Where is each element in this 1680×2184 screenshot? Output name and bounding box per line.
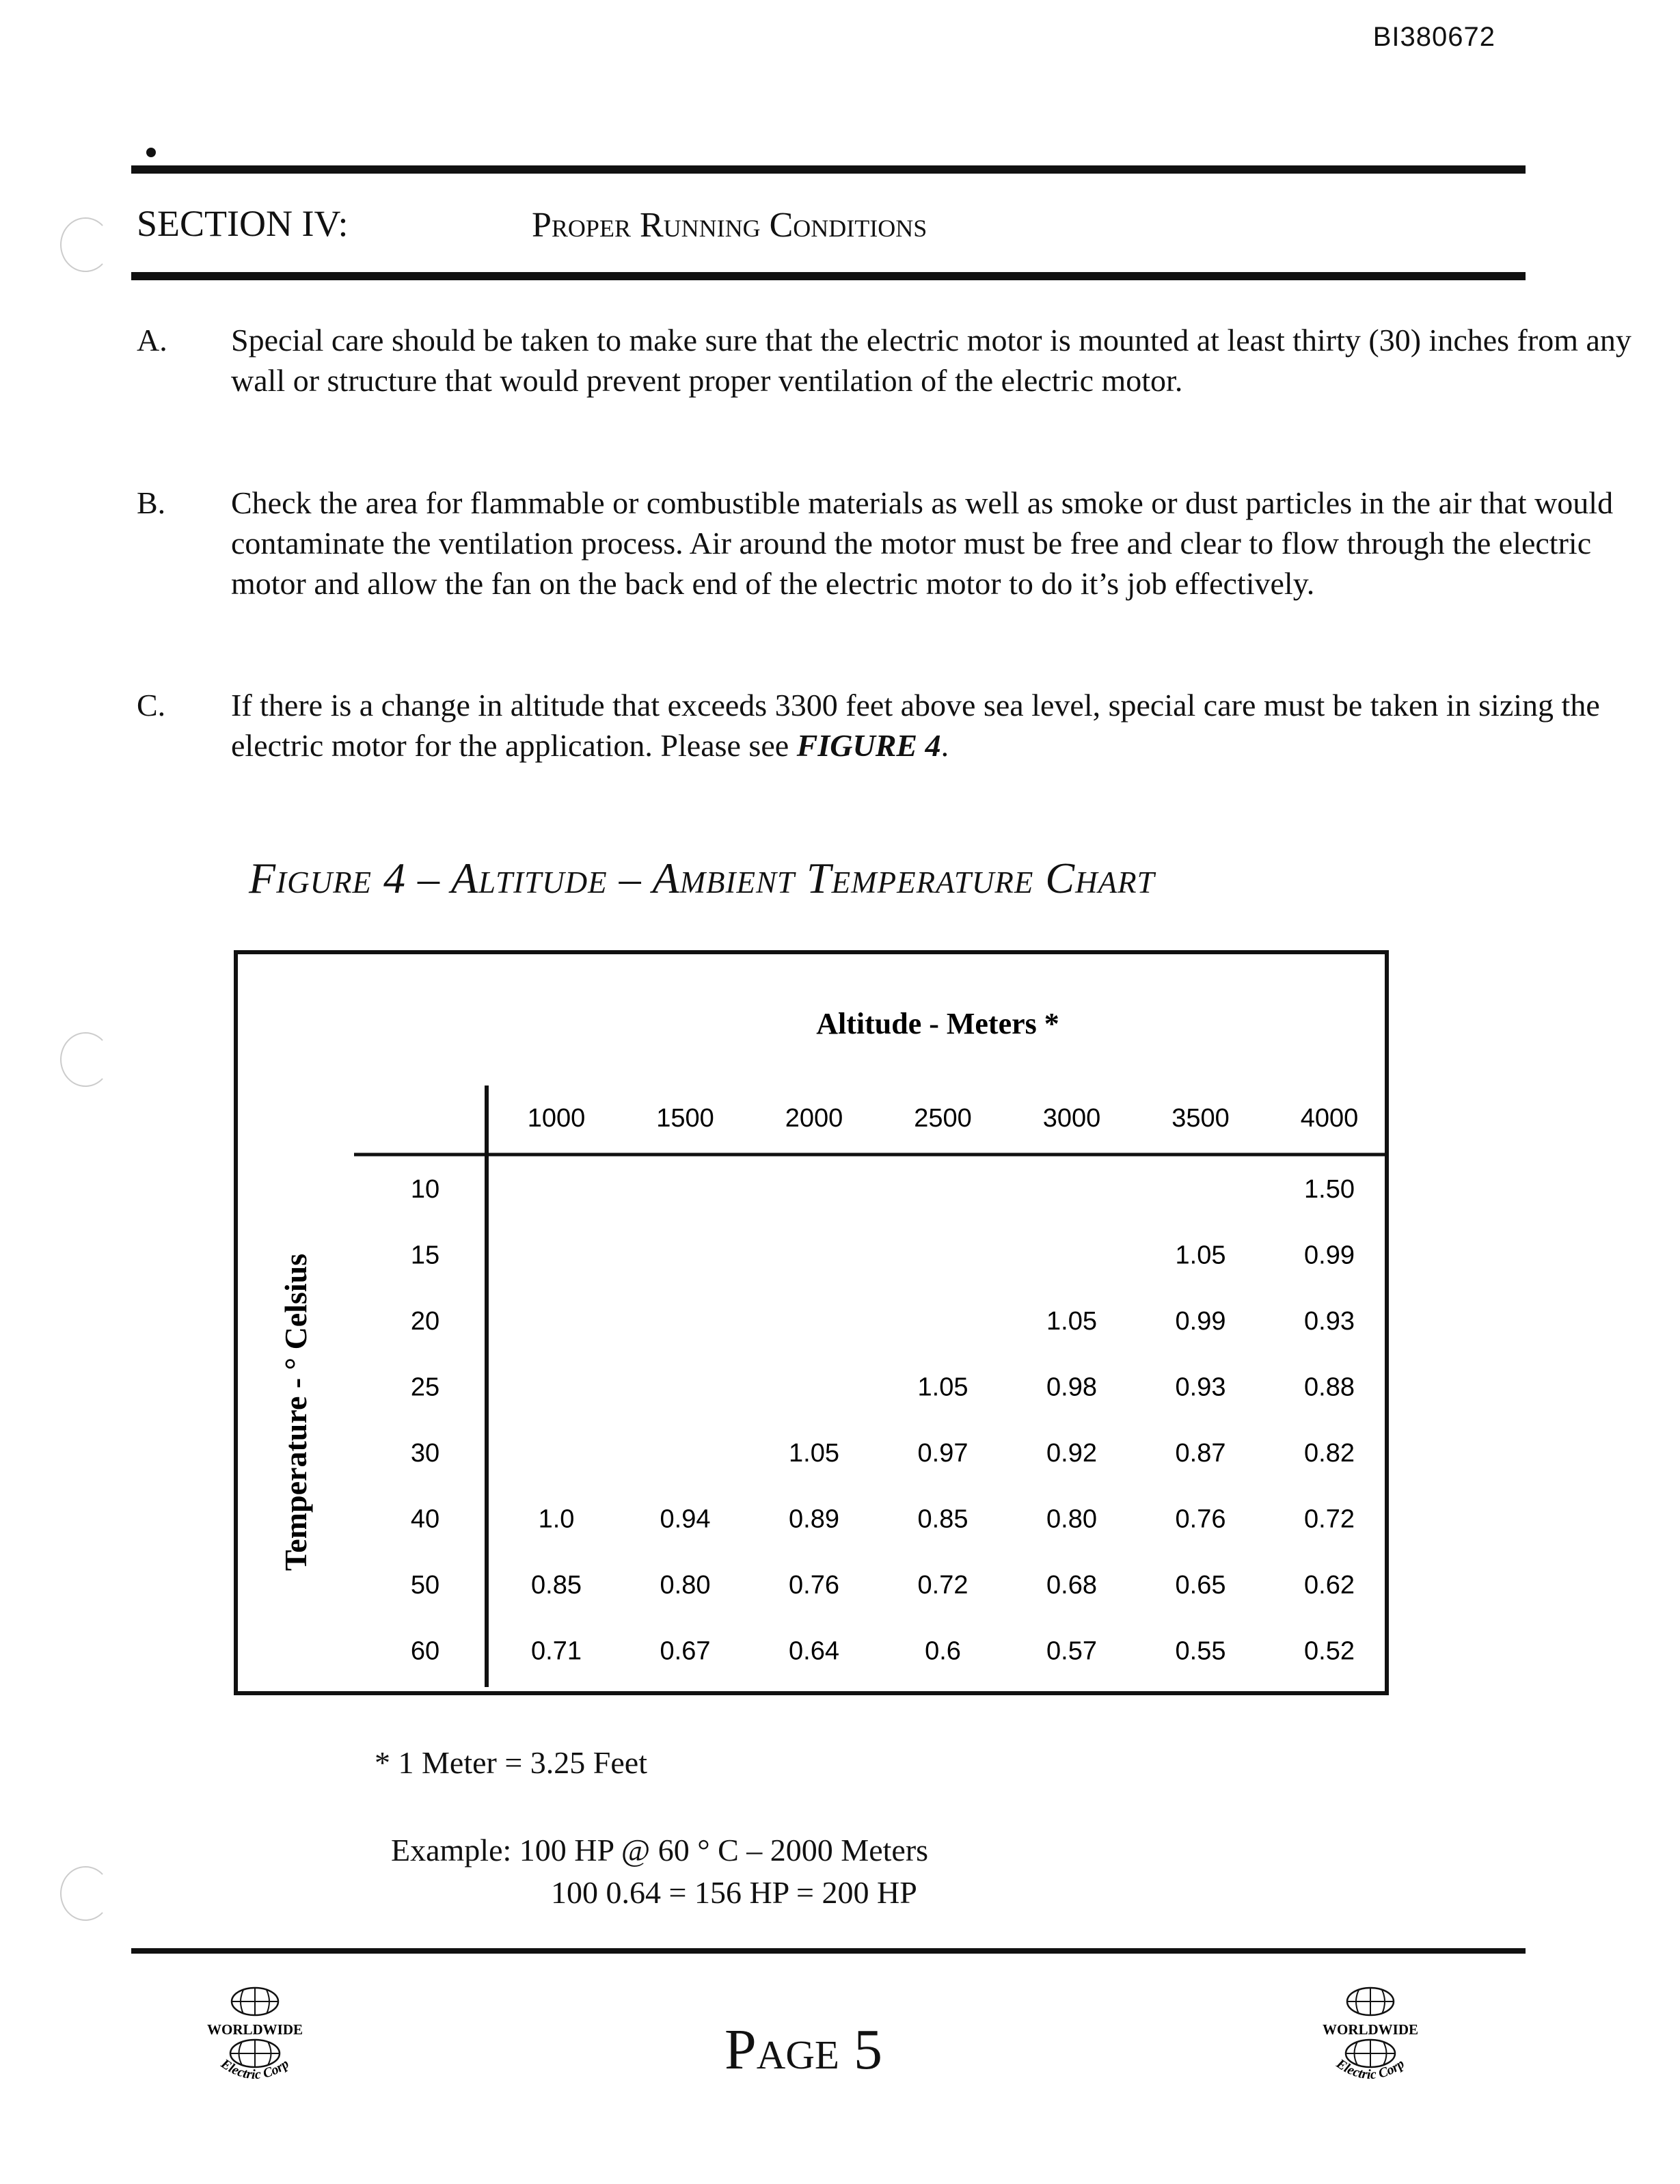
column-header: 4000 bbox=[1300, 1104, 1359, 1133]
column-header: 3000 bbox=[1042, 1104, 1101, 1133]
table-cell: 0.52 bbox=[1304, 1636, 1355, 1666]
column-group-title: Altitude - Meters * bbox=[816, 1007, 1059, 1040]
header-rule-bottom bbox=[131, 272, 1526, 280]
logo-text-top: WORLDWIDE bbox=[206, 2021, 303, 2038]
row-header: 40 bbox=[410, 1505, 440, 1534]
paragraph-text: Check the area for flammable or combustible materials as well as smoke or dust particles in the air that would contaminate the ventilation process. Air around the motor must be free and clear to flow through the electric motor and allow the fan on the back end of the electric motor to do it’s job effectively. bbox=[231, 485, 1614, 601]
row-header: 50 bbox=[410, 1571, 440, 1600]
column-header: 3500 bbox=[1171, 1104, 1230, 1133]
table-cell: 0.68 bbox=[1046, 1571, 1097, 1600]
bullet-mark bbox=[146, 148, 156, 157]
table-cell: 0.72 bbox=[1304, 1505, 1355, 1534]
section-title: Proper Running Conditions bbox=[532, 206, 927, 245]
example-line-2: 100 0.64 = 156 HP = 200 HP bbox=[551, 1875, 917, 1910]
table-cell: 1.05 bbox=[917, 1373, 968, 1402]
row-header: 30 bbox=[410, 1439, 440, 1468]
table-cell: 0.99 bbox=[1304, 1241, 1355, 1270]
table-cell: 0.85 bbox=[917, 1505, 968, 1534]
table-cell: 0.80 bbox=[1046, 1505, 1097, 1534]
company-logo-right bbox=[1312, 1982, 1428, 2099]
paragraph-letter: A. bbox=[137, 323, 167, 358]
table-cell: 0.72 bbox=[917, 1571, 968, 1600]
paragraph-text bbox=[231, 685, 1653, 766]
globe-logo-icon bbox=[197, 1982, 313, 2099]
row-header: 60 bbox=[410, 1636, 440, 1666]
paragraph-text-after: . bbox=[940, 728, 949, 763]
table-cell: 0.88 bbox=[1304, 1373, 1355, 1402]
column-header: 2500 bbox=[914, 1104, 972, 1133]
row-header: 15 bbox=[410, 1241, 440, 1270]
section-label: SECTION IV: bbox=[137, 203, 349, 244]
table-cell: 0.98 bbox=[1046, 1373, 1097, 1402]
document-id: BI380672 bbox=[1372, 22, 1495, 52]
table-cell: 0.80 bbox=[660, 1571, 711, 1600]
row-header: 10 bbox=[410, 1175, 440, 1204]
table-cell: 1.50 bbox=[1304, 1175, 1355, 1204]
punch-hole bbox=[60, 1032, 111, 1087]
footnote: * 1 Meter = 3.25 Feet bbox=[375, 1745, 647, 1780]
table-cell: 0.57 bbox=[1046, 1636, 1097, 1666]
logo-text-bottom: Electric Corp bbox=[1333, 2056, 1407, 2083]
altitude-temperature-table bbox=[234, 950, 1389, 1695]
company-logo-left bbox=[197, 1982, 313, 2099]
page-number: Page 5 bbox=[724, 2018, 882, 2081]
table-cell: 1.05 bbox=[1046, 1307, 1097, 1336]
figure-reference-link[interactable]: FIGURE 4 bbox=[796, 728, 941, 763]
paragraph-letter: B. bbox=[137, 485, 166, 520]
column-header: 2000 bbox=[785, 1104, 843, 1133]
column-header: 1500 bbox=[656, 1104, 714, 1133]
table-cell: 0.85 bbox=[531, 1571, 582, 1600]
logo-text-top: WORLDWIDE bbox=[1322, 2021, 1419, 2038]
table-cell: 0.76 bbox=[1175, 1505, 1226, 1534]
table-cell: 0.93 bbox=[1175, 1373, 1226, 1402]
row-header: 20 bbox=[410, 1307, 440, 1336]
table-cell: 0.82 bbox=[1304, 1439, 1355, 1468]
table-cell: 0.71 bbox=[531, 1636, 582, 1666]
table-cell: 0.92 bbox=[1046, 1439, 1097, 1468]
table-cell: 0.97 bbox=[917, 1439, 968, 1468]
table-cell: 0.64 bbox=[789, 1636, 839, 1666]
table-cell: 0.94 bbox=[660, 1505, 711, 1534]
punch-hole bbox=[60, 1866, 111, 1921]
paragraph-text: Special care should be taken to make sure that the electric motor is mounted at least thirty (30) inches from any wall or structure that would prevent proper ventilation of the electric motor. bbox=[231, 323, 1631, 398]
table-cell: 0.76 bbox=[789, 1571, 839, 1600]
table-cell: 0.89 bbox=[789, 1505, 839, 1534]
punch-hole bbox=[60, 217, 111, 272]
example-line-1: Example: 100 HP @ 60 ° C – 2000 Meters bbox=[391, 1833, 929, 1868]
table-cell: 0.62 bbox=[1304, 1571, 1355, 1600]
globe-logo-icon bbox=[1312, 1982, 1428, 2099]
table-cell: 0.87 bbox=[1175, 1439, 1226, 1468]
table-cell: 0.55 bbox=[1175, 1636, 1226, 1666]
table-cell: 0.99 bbox=[1175, 1307, 1226, 1336]
figure-caption: Figure 4 – Altitude – Ambient Temperature Chart bbox=[249, 854, 1155, 902]
row-header: 25 bbox=[410, 1373, 440, 1402]
paragraph-text-before: If there is a change in altitude that exceeds 3300 feet above sea level, special care must be taken in sizing the electric motor for the application. Please see bbox=[231, 688, 1600, 763]
table-cell: 1.05 bbox=[1175, 1241, 1226, 1270]
row-group-title: Temperature - ° Celsius bbox=[278, 1253, 313, 1572]
column-header: 1000 bbox=[527, 1104, 586, 1133]
footer-rule bbox=[131, 1948, 1526, 1954]
table-cell: 0.93 bbox=[1304, 1307, 1355, 1336]
table-cell: 1.05 bbox=[789, 1439, 839, 1468]
logo-text-bottom: Electric Corp bbox=[218, 2056, 292, 2083]
table-cell: 0.6 bbox=[925, 1636, 961, 1666]
table-cell: 0.67 bbox=[660, 1636, 711, 1666]
paragraph-letter: C. bbox=[137, 688, 166, 723]
table-cell: 0.65 bbox=[1175, 1571, 1226, 1600]
table-svg bbox=[238, 954, 1385, 1691]
table-cell: 1.0 bbox=[538, 1505, 575, 1534]
header-rule-top bbox=[131, 165, 1526, 174]
